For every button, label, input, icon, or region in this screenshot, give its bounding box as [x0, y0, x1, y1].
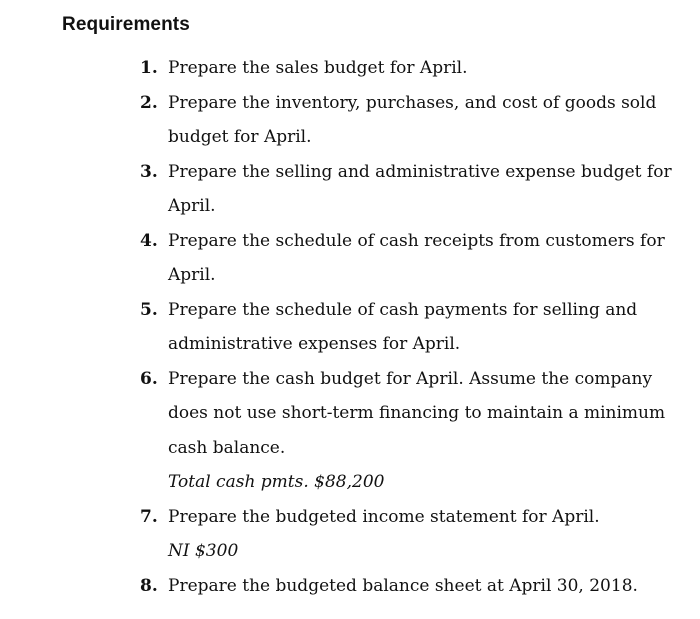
requirement-item-6	[140, 362, 685, 466]
answer-note-net-income: NI $300	[168, 541, 239, 561]
requirement-text: Prepare the budgeted income statement for April.	[168, 506, 600, 527]
requirement-number: 6.	[140, 368, 158, 389]
requirement-item-1	[140, 51, 685, 86]
answer-note-total-cash-payments: Total cash pmts. $88,200	[168, 472, 385, 492]
requirement-text: Prepare the schedule of cash receipts from customers for April.	[168, 230, 665, 285]
requirements-list	[140, 51, 685, 603]
requirement-item-7	[140, 500, 685, 535]
requirement-number: 1.	[140, 58, 158, 78]
requirement-text: Prepare the schedule of cash payments for selling and administrative expenses for April.	[168, 299, 638, 354]
requirement-item-5	[140, 293, 685, 362]
requirements-heading: Requirements	[62, 14, 190, 35]
requirement-number: 7.	[140, 506, 158, 527]
requirement-number: 8.	[140, 575, 158, 596]
requirement-text: Prepare the selling and administrative expense budget for April.	[168, 161, 672, 216]
requirement-item-2	[140, 86, 685, 155]
requirement-item-8	[140, 569, 685, 604]
requirement-text: Prepare the cash budget for April. Assume the company does not use short-term financing to maintain a minimum cash balance.	[168, 368, 666, 458]
requirement-number: 3.	[140, 161, 158, 182]
requirement-text: Prepare the inventory, purchases, and cost of goods sold budget for April.	[168, 92, 657, 147]
requirement-number: 2.	[140, 92, 158, 113]
requirement-number: 4.	[140, 230, 158, 251]
requirement-text: Prepare the sales budget for April.	[168, 58, 468, 78]
requirement-item-4	[140, 224, 685, 293]
requirement-text: Prepare the budgeted balance sheet at April 30, 2018.	[168, 575, 638, 596]
requirement-item-3	[140, 155, 685, 224]
requirement-number: 5.	[140, 299, 158, 320]
